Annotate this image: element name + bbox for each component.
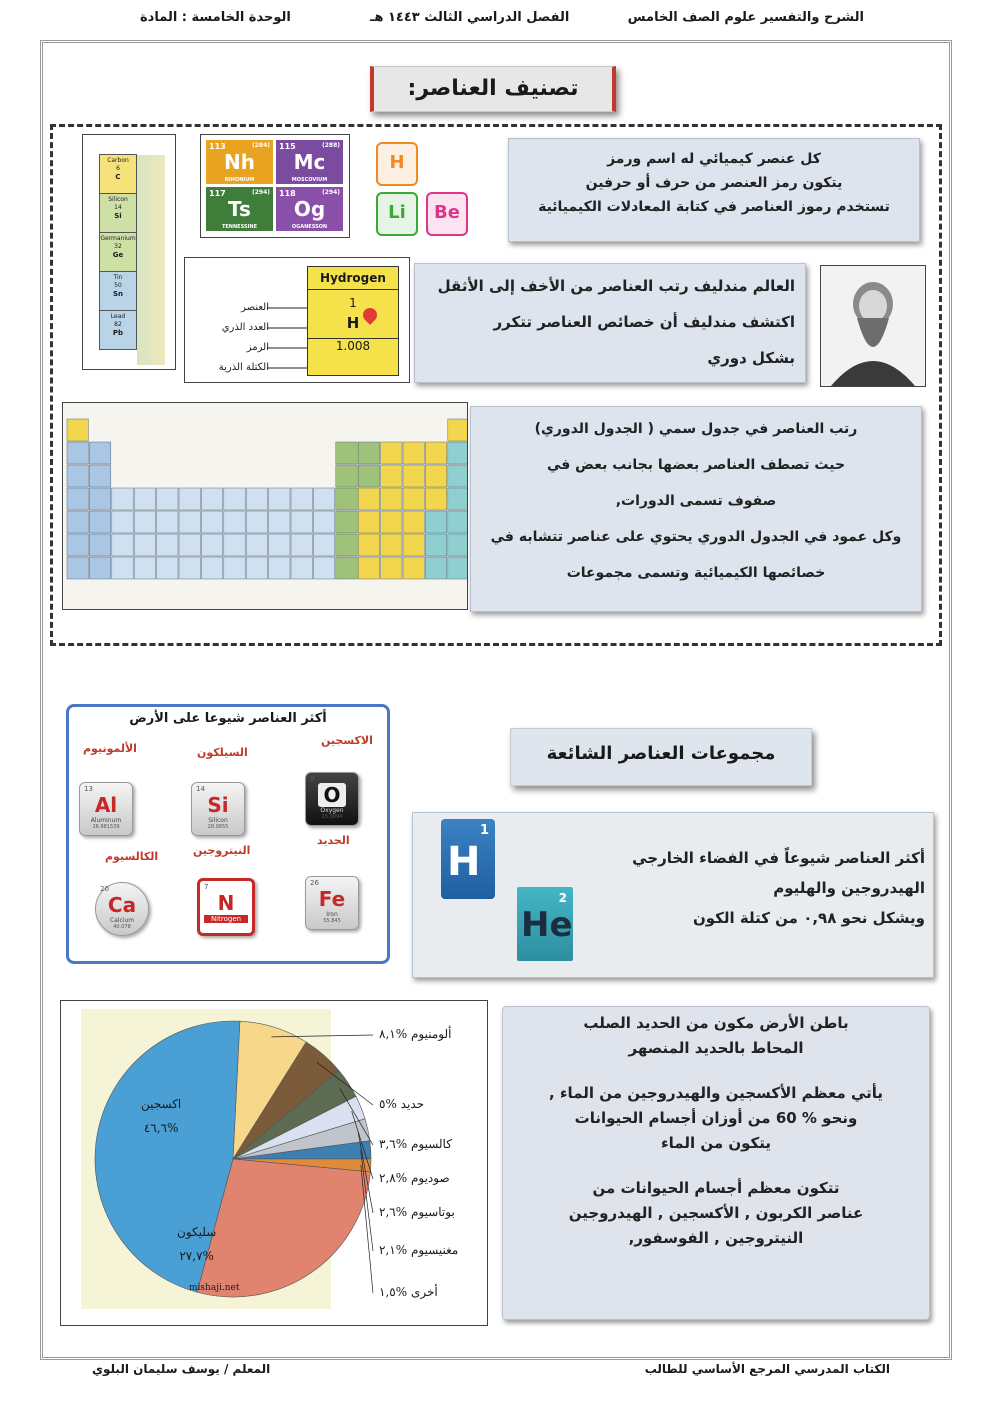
periodic-cell — [448, 511, 467, 533]
element-label: الحديد — [317, 834, 350, 847]
pie-label-4 — [379, 1171, 450, 1185]
periodic-cell — [67, 511, 88, 533]
periodic-table-info — [470, 406, 922, 612]
element-mass: 40.078 — [113, 924, 131, 930]
pie-label-value: %٢,١ — [379, 1243, 408, 1257]
element-name: MOSCOVIUM — [291, 177, 328, 183]
element-mass: 55.845 — [323, 918, 341, 924]
periodic-cell — [358, 511, 379, 533]
element-name: Nitrogen — [204, 915, 248, 923]
element-name: OGANESSON — [291, 224, 328, 230]
small-element-tiles — [370, 140, 470, 240]
periodic-cell — [246, 557, 267, 579]
hydrogen-tile: 1 H — [441, 819, 495, 899]
new-element-tile — [276, 187, 343, 231]
periodic-cell — [134, 557, 155, 579]
periodic-cell — [381, 442, 402, 464]
periodic-cell — [358, 442, 379, 464]
element-number: 13 — [84, 785, 93, 793]
element-tile-li — [376, 192, 418, 236]
periodic-cell — [336, 442, 357, 464]
earth-element-tile — [305, 772, 359, 826]
periodic-cell — [134, 511, 155, 533]
pie-label-name: اكسجين — [141, 1097, 182, 1111]
periodic-cell — [448, 557, 467, 579]
info-line: العالم مندليف رتب العناصر من الأخف إلى الأثقل — [437, 277, 795, 295]
element-symbol: Fe — [318, 887, 346, 911]
periodic-cell — [134, 488, 155, 510]
hydrogen-symbol: H — [346, 314, 360, 332]
periodic-cell — [134, 534, 155, 556]
periodic-cell — [269, 511, 290, 533]
element-number: 118 — [279, 189, 296, 198]
pie-label-value: %١,٥ — [379, 1285, 408, 1299]
element-symbol: O — [318, 783, 346, 807]
periodic-cell — [425, 465, 446, 487]
element-symbol: Mc — [293, 150, 326, 174]
pie-label-name: بوتاسيوم — [407, 1205, 455, 1219]
info-line: تتكون معظم أجسام الحيوانات من — [592, 1179, 840, 1197]
new-element-tile — [206, 140, 273, 184]
periodic-cell — [112, 534, 133, 556]
header-unit: الوحدة الخامسة : المادة — [140, 10, 291, 25]
periodic-cell — [89, 488, 110, 510]
pie-label-1 — [379, 1027, 451, 1041]
hydrogen-mass: 1.008 — [308, 338, 398, 353]
periodic-cell — [425, 534, 446, 556]
group14-cell — [99, 154, 137, 194]
periodic-cell — [291, 511, 312, 533]
periodic-cell — [358, 488, 379, 510]
pie-label-5 — [379, 1205, 455, 1219]
periodic-cell — [179, 511, 200, 533]
helium-tile: 2 He — [517, 887, 573, 961]
info-line: كل عنصر كيميائي له اسم ورمز — [607, 151, 821, 167]
periodic-cell — [224, 488, 245, 510]
element-mass: 15.9994 — [321, 814, 343, 820]
periodic-cell — [291, 557, 312, 579]
periodic-cell — [448, 442, 467, 464]
group14-sym: Sn — [112, 290, 124, 298]
periodic-cell — [403, 557, 424, 579]
periodic-cell — [403, 511, 424, 533]
element-tile-be — [426, 192, 468, 236]
pie-label-value: %٢٧,٧ — [179, 1249, 214, 1263]
element-number: 115 — [279, 142, 296, 151]
info-line: حيث تصطف العناصر بعضها بجانب بعض في — [546, 457, 846, 473]
periodic-cell — [336, 488, 357, 510]
periodic-cell — [448, 419, 467, 441]
pie-label-6 — [379, 1243, 458, 1257]
earth-element-tile — [197, 878, 255, 936]
periodic-cell — [201, 557, 222, 579]
periodic-cell — [112, 488, 133, 510]
periodic-cell — [179, 488, 200, 510]
element-label: النيتروجين — [193, 844, 251, 857]
group14-name: Carbon — [107, 157, 129, 164]
periodic-cell — [112, 557, 133, 579]
footer-teacher: المعلم / يوسف سليمان البلوي — [92, 1362, 271, 1376]
group14-name: Lead — [110, 313, 126, 320]
new-element-tile — [206, 187, 273, 231]
info-line: اكتشف مندليف أن خصائص العناصر تتكرر — [493, 313, 795, 331]
group14-sym: C — [115, 173, 121, 181]
periodic-cell — [67, 465, 88, 487]
periodic-cell — [269, 534, 290, 556]
mendeleev-info — [414, 263, 806, 383]
periodic-cell — [157, 488, 178, 510]
periodic-cell — [313, 534, 334, 556]
periodic-cell — [358, 557, 379, 579]
periodic-cell — [403, 465, 424, 487]
group14-num: 50 — [114, 282, 122, 289]
element-name: Oxygen — [320, 807, 344, 814]
pie-label-name: سليكون — [177, 1225, 217, 1239]
element-mass: (288) — [321, 142, 340, 149]
pie-label-name: حديد — [396, 1097, 425, 1111]
pie-label-value: %٥ — [379, 1097, 397, 1111]
section-title-classification: تصنيف العناصر: — [370, 66, 616, 112]
periodic-cell — [425, 557, 446, 579]
periodic-cell — [425, 442, 446, 464]
pie-label-name: صوديوم — [407, 1171, 450, 1185]
element-name: Iron — [326, 911, 338, 918]
group14-name: Tin — [113, 274, 123, 281]
element-number: 26 — [310, 879, 319, 887]
header-subject: الشرح والتفسير علوم الصف الخامس — [627, 10, 864, 25]
pie-label-value: %٣,٦ — [379, 1137, 408, 1151]
info-line: بشكل دوري — [707, 349, 795, 367]
periodic-cell — [448, 488, 467, 510]
periodic-cell — [112, 511, 133, 533]
card-pointer-lines — [267, 298, 309, 378]
periodic-cell — [313, 557, 334, 579]
periodic-cell — [269, 557, 290, 579]
element-symbol: N — [217, 891, 235, 915]
space-elements-box — [412, 812, 934, 978]
element-label: الاكسجين — [321, 734, 373, 747]
periodic-cell — [381, 465, 402, 487]
earth-element-tile — [79, 782, 133, 836]
group14-image — [82, 134, 176, 370]
periodic-cell — [381, 534, 402, 556]
group14-cell — [99, 193, 137, 233]
hydrogen-number: 1 — [349, 296, 357, 310]
periodic-cell — [246, 511, 267, 533]
pie-label-2 — [379, 1097, 424, 1111]
tile-symbol: Be — [434, 202, 460, 223]
earth-element-tile — [95, 882, 149, 936]
periodic-cell — [381, 511, 402, 533]
element-name: TENNESSINE — [221, 224, 258, 230]
pie-label-name: كالسيوم — [407, 1137, 452, 1151]
element-symbol: Si — [207, 793, 229, 817]
periodic-table-image — [62, 402, 468, 610]
periodic-cell — [246, 534, 267, 556]
periodic-cell — [67, 419, 88, 441]
periodic-cell — [269, 488, 290, 510]
info-line: يأتي معظم الأكسجين والهيدروجين من الماء , — [548, 1084, 884, 1102]
element-number: 113 — [209, 142, 226, 151]
section-title-groups: مجموعات العناصر الشائعة — [510, 728, 812, 786]
pie-label-0 — [141, 1097, 181, 1135]
mendeleev-portrait — [820, 265, 926, 387]
periodic-cell — [381, 488, 402, 510]
periodic-cell — [179, 557, 200, 579]
periodic-cell — [313, 488, 334, 510]
periodic-cell — [448, 465, 467, 487]
info-line: وكل عمود في الجدول الدوري يحتوي على عناصر تتشابه في — [490, 529, 902, 545]
info-line: أكثر العناصر شيوعاً في الفضاء الخارجي — [632, 849, 925, 867]
periodic-cell — [358, 465, 379, 487]
info-line: باطن الأرض مكون من الحديد الصلب — [583, 1014, 849, 1032]
periodic-cell — [291, 534, 312, 556]
periodic-cell — [224, 511, 245, 533]
periodic-cell — [89, 534, 110, 556]
element-mass: (284) — [251, 142, 270, 149]
periodic-cell — [425, 511, 446, 533]
group14-cell — [99, 232, 137, 272]
info-line: ونحو % 60 من أوزان أجسام الحيوانات — [574, 1109, 858, 1127]
periodic-cell — [336, 557, 357, 579]
info-line: النيتروجين , الفوسفور, — [628, 1229, 804, 1247]
group14-sym: Si — [114, 212, 122, 220]
info-line: رتب العناصر في جدول سمي ( الجدول الدوري) — [534, 421, 858, 437]
earth-elements-title: أكثر العناصر شيوعا على الأرض — [129, 711, 327, 726]
earth-facts-box — [502, 1006, 930, 1320]
new-element-tile — [276, 140, 343, 184]
info-line: ويشكل نحو ٠,٩٨ من كتلة الكون — [692, 909, 925, 927]
pie-label-8 — [177, 1225, 216, 1263]
info-line: يتكون من الماء — [660, 1134, 772, 1152]
periodic-cell — [89, 511, 110, 533]
element-number: 20 — [100, 885, 109, 893]
periodic-cell — [381, 557, 402, 579]
card-label: العنصر — [241, 302, 269, 313]
pie-label-value: %٤٦,٦ — [143, 1121, 179, 1135]
periodic-cell — [358, 534, 379, 556]
pie-label-name: ألومنيوم — [407, 1027, 452, 1041]
pie-label-3 — [379, 1137, 452, 1151]
periodic-cell — [403, 534, 424, 556]
group14-sym: Pb — [112, 329, 124, 337]
periodic-cell — [89, 465, 110, 487]
periodic-cell — [89, 557, 110, 579]
info-line: خصائصها الكيميائية وتسمى مجموعات — [566, 565, 826, 581]
pie-label-value: %٨,١ — [379, 1027, 408, 1041]
element-symbol: Og — [293, 197, 326, 221]
periodic-cell — [201, 511, 222, 533]
element-name: Calcium — [109, 917, 135, 924]
element-symbol: Ts — [228, 197, 251, 221]
periodic-cell — [403, 442, 424, 464]
periodic-cell — [157, 511, 178, 533]
periodic-cell — [336, 465, 357, 487]
card-label: الرمز — [246, 342, 269, 353]
earth-element-tile — [305, 876, 359, 930]
element-name: NIHONIUM — [224, 177, 255, 183]
element-mass: 26.981539 — [92, 824, 120, 830]
periodic-cell — [157, 534, 178, 556]
periodic-cell — [179, 534, 200, 556]
element-number: 8 — [310, 775, 315, 783]
element-symbol-info — [508, 138, 920, 242]
pie-label-7 — [379, 1285, 438, 1299]
info-line: عناصر الكربون , الأكسجين , الهيدروجين — [568, 1204, 864, 1222]
card-label: العدد الذري — [221, 322, 269, 333]
element-label: الألمونيوم — [83, 742, 137, 755]
element-label: السيلكون — [197, 746, 248, 759]
element-symbol: Al — [94, 793, 118, 817]
hydrogen-card-image — [184, 257, 410, 383]
earth-elements-box — [66, 704, 390, 964]
pie-label-name: أخرى — [407, 1285, 438, 1299]
info-line: المحاط بالحديد المنصهر — [628, 1039, 804, 1057]
element-number: 117 — [209, 189, 226, 198]
periodic-cell — [201, 488, 222, 510]
periodic-cell — [313, 511, 334, 533]
periodic-cell — [336, 534, 357, 556]
group14-cell — [99, 271, 137, 311]
pie-label-value: %٢,٨ — [379, 1171, 408, 1185]
periodic-cell — [291, 488, 312, 510]
hydrogen-name: Hydrogen — [308, 267, 398, 290]
element-symbol: Nh — [224, 150, 255, 174]
element-mass: (294) — [321, 189, 340, 196]
periodic-cell — [224, 557, 245, 579]
info-line: الهيدروجين والهليوم — [773, 879, 925, 897]
tile-symbol: H — [389, 152, 405, 173]
group14-name: Germanium — [100, 235, 136, 242]
card-label: الكتلة الذرية — [218, 362, 269, 373]
info-line: يتكون رمز العنصر من حرف أو حرفين — [585, 175, 843, 191]
periodic-cell — [246, 488, 267, 510]
group14-num: 14 — [114, 204, 122, 211]
footer-textbook: الكتاب المدرسي المرجع الأساسي للطالب — [644, 1362, 890, 1376]
group14-num: 82 — [114, 321, 122, 328]
pie-label-value: %٢,٦ — [379, 1205, 408, 1219]
group14-cell — [99, 310, 137, 350]
element-number: 7 — [204, 883, 209, 891]
info-line: تستخدم رموز العناصر في كتابة المعادلات الكيميائية — [538, 199, 890, 215]
periodic-cell — [67, 534, 88, 556]
group14-num: 6 — [116, 165, 120, 172]
pie-label-name: مغنيسيوم — [407, 1243, 459, 1257]
element-number: 14 — [196, 785, 205, 793]
element-mass: 28.0855 — [207, 824, 229, 830]
periodic-cell — [89, 442, 110, 464]
group14-num: 32 — [114, 243, 122, 250]
group14-sym: Ge — [112, 251, 124, 259]
element-mass: (294) — [251, 189, 270, 196]
element-label: الكالسيوم — [105, 850, 159, 863]
periodic-cell — [448, 534, 467, 556]
group14-name: Silicon — [108, 196, 128, 203]
periodic-cell — [67, 442, 88, 464]
pie-watermark: mishaji.net — [189, 1283, 240, 1293]
element-name: Silicon — [208, 817, 228, 824]
periodic-cell — [403, 488, 424, 510]
crust-pie-chart — [60, 1000, 488, 1326]
periodic-cell — [425, 488, 446, 510]
new-elements-image — [200, 134, 350, 238]
periodic-cell — [67, 488, 88, 510]
periodic-cell — [201, 534, 222, 556]
tile-symbol: Li — [388, 202, 406, 223]
periodic-cell — [157, 557, 178, 579]
earth-element-tile — [191, 782, 245, 836]
element-name: Aluminum — [90, 817, 122, 824]
info-line: صفوف تسمى الدورات, — [615, 493, 777, 509]
element-symbol: Ca — [107, 893, 137, 917]
periodic-cell — [67, 557, 88, 579]
header-term: الفصل الدراسي الثالث ١٤٤٣ هـ — [370, 10, 570, 25]
element-tile-h — [376, 142, 418, 186]
periodic-cell — [336, 511, 357, 533]
periodic-cell — [224, 534, 245, 556]
